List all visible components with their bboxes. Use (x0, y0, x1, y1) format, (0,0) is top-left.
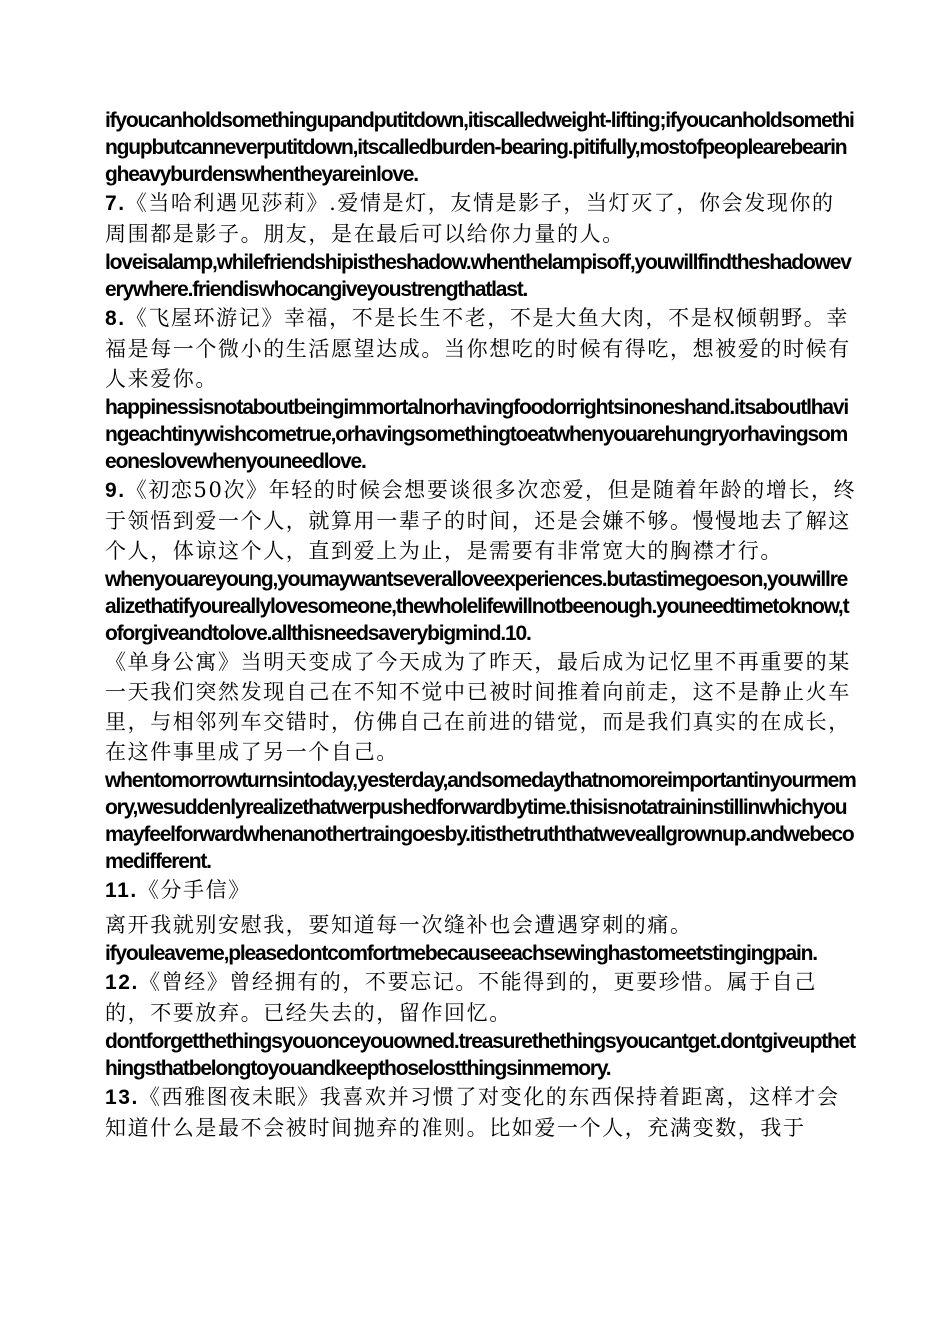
paragraph-text: dontforgetthethingsyouonceyouowned.treasurethethingsyoucantget.dontgiveupthethingsthatbelongtoyouandkeepthoselostthingsinmemory. (105, 1030, 855, 1080)
english-paragraph (105, 1028, 857, 1082)
chinese-paragraph (105, 910, 857, 940)
chinese-paragraph (105, 188, 857, 249)
english-paragraph (105, 566, 857, 647)
chinese-paragraph (105, 1082, 857, 1143)
paragraph-text: 《曾经》曾经拥有的，不要忘记。不能得到的，更要珍惜。属于自己的，不要放弃。已经失去的，留作回忆。 (105, 970, 817, 1025)
english-paragraph (105, 394, 857, 475)
item-number: 13. (105, 1086, 139, 1109)
english-paragraph (105, 767, 857, 875)
english-paragraph (105, 940, 857, 967)
chinese-paragraph (105, 475, 857, 566)
item-number: 12. (105, 971, 139, 994)
english-paragraph (105, 107, 857, 188)
paragraph-text: 《当哈利遇见莎莉》.爱情是灯，友情是影子，当灯灭了，你会发现你的周围都是影子。朋友，是在最后可以给你力量的人。 (105, 191, 835, 246)
paragraph-text: whentomorrowturnsintoday,yesterday,andsomedaythatnomoreimportantinyourmemory,wesuddenlyrealizethatwerpushedforwardbytime.thisisnotatraininstillinwhichyoumayfeelforwardwhenanothertraingoesby.itisthetruththatweveallgrownup.andwebecomedifferent. (105, 769, 856, 873)
chinese-paragraph (105, 647, 857, 767)
paragraph-text: whenyouareyoung,youmaywantseveralloveexperiences.butastimegoeson,youwillrealizethatifyoureallylovesomeone,thewholelifewillnotbeenough.youneedtimetoknow,toforgiveandtolove.allthisneedsaverybigmind.10. (105, 568, 849, 645)
paragraph-text: 《单身公寓》当明天变成了今天成为了昨天，最后成为记忆里不再重要的某一天我们突然发现自己在不知不觉中已被时间推着向前走，这不是静止火车里，与相邻列车交错时，仿佛自己在前进的错觉，而是我们真实的在成长，在这件事里成了另一个自己。 (105, 650, 851, 764)
paragraph-text: 《分手信》 (137, 878, 251, 902)
paragraph-text: ifyouleaveme,pleasedontcomfortmebecauseeachsewinghastomeetstingingpain. (105, 942, 817, 965)
paragraph-text: happinessisnotaboutbeingimmortalnorhavingfoodorrightsinoneshand.itsaboutlhavingeachtinywishcometrue,orhavingsomethingtoeatwhenyouarehungryorhavingsomeoneslovewhenyouneedlove. (105, 396, 848, 473)
paragraph-text: loveisalamp,whilefriendshipistheshadow.whenthelampisoff,youwillfindtheshadoweverywhere.friendiswhocangiveyoustrengthatlast. (105, 251, 851, 301)
english-paragraph (105, 249, 857, 303)
chinese-paragraph (105, 967, 857, 1028)
item-number: 7. (105, 192, 126, 215)
item-number: 11. (105, 879, 138, 902)
paragraph-text: 《初恋50次》年轻的时候会想要谈很多次恋爱，但是随着年龄的增长，终于领悟到爱一个人，就算用一辈子的时间，还是会嫌不够。慢慢地去了解这个人，体谅这个人，直到爱上为止，是需要有非常宽大的胸襟才行。 (105, 478, 857, 563)
paragraph-text: 《飞屋环游记》幸福，不是长生不老，不是大鱼大肉，不是权倾朝野。幸福是每一个微小的生活愿望达成。当你想吃的时候有得吃，想被爱的时候有人来爱你。 (105, 306, 851, 391)
paragraph-text: ifyoucanholdsomethingupandputitdown,itiscalledweight-lifting;ifyoucanholdsomethingupbutcanneverputitdown,itscalledburden-bearing.pitifully,mostofpeoplearebearingheavyburdenswhentheyareinlove. (105, 109, 854, 186)
item-number: 8. (105, 307, 126, 330)
document-page (105, 107, 857, 1143)
chinese-paragraph (105, 875, 857, 906)
chinese-paragraph (105, 303, 857, 394)
paragraph-text: 离开我就别安慰我，要知道每一次缝补也会遭遇穿刺的痛。 (105, 913, 693, 937)
item-number: 9. (105, 479, 126, 502)
paragraph-text: 《西雅图夜未眠》我喜欢并习惯了对变化的东西保持着距离，这样才会知道什么是最不会被时间抛弃的准则。比如爱一个人，充满变数，我于 (105, 1085, 840, 1140)
